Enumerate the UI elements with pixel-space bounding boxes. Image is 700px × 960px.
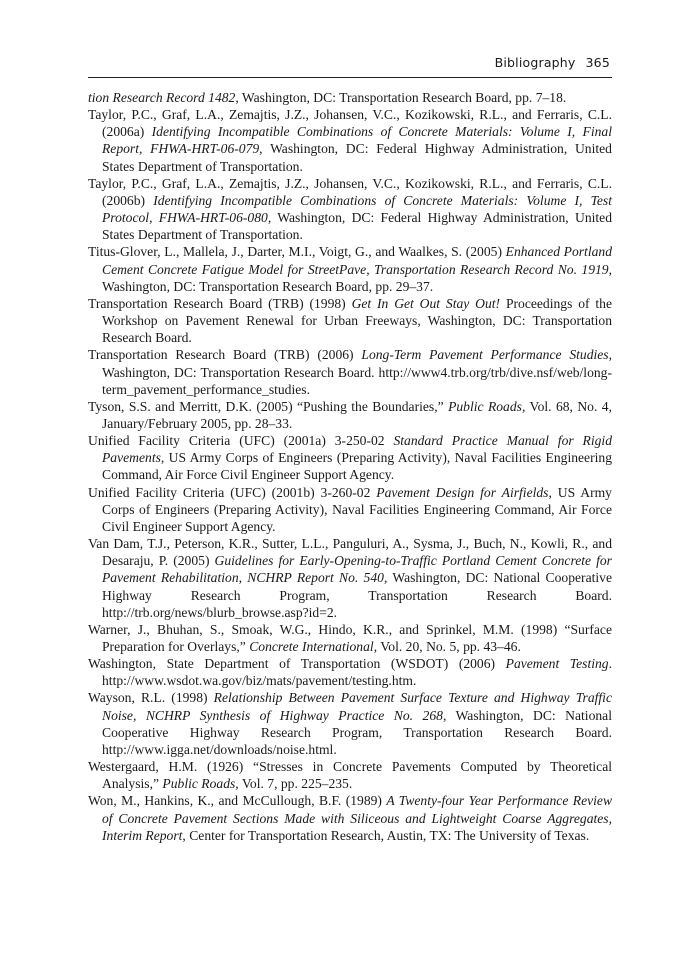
entry-text: Unified Facility Criteria (UFC) (2001a) 3-250-02	[88, 433, 394, 449]
bibliography-entry	[88, 758, 612, 792]
entry-text: Wayson, R.L. (1998)	[88, 690, 214, 706]
bibliography-entry	[88, 484, 612, 535]
entry-title-italic: Identifying Incompatible Combinations of Concrete Materials: Volume I, Test Protocol, FHWA-HRT-06-080	[102, 192, 613, 226]
bibliography-entry	[88, 243, 612, 294]
bibliography-entry	[88, 175, 612, 244]
running-head	[495, 55, 610, 70]
entry-text: , Washington, DC: Federal Highway Administration, United States Department of Transportation.	[102, 210, 612, 243]
entry-text: , Vol. 7, pp. 225–235.	[235, 776, 353, 792]
entry-text: , US Army Corps of Engineers (Preparing Activity), Naval Facilities Engineering Command, Air Force Civil Engineer Support Agency.	[102, 484, 612, 534]
entry-text: Tyson, S.S. and Merritt, D.K. (2005) “Pushing the Boundaries,”	[88, 398, 449, 414]
entry-text: Won, M., Hankins, K., and McCullough, B.F. (1989)	[88, 793, 387, 809]
entry-title-italic: Get In Get Out Stay Out!	[351, 295, 501, 311]
bibliography-entry	[88, 398, 612, 432]
entry-text: Transportation Research Board (TRB) (2006)	[88, 347, 362, 363]
entry-text: ,	[366, 261, 375, 277]
entry-title-italic: Guidelines for Early-Opening-to-Traffic Portland Cement Concrete for Pavement Rehabilitation, NCHRP Report No. 540	[102, 553, 612, 586]
entry-text: , Washington, DC: National Cooperative Highway Research Program, Transportation Research Board. http://trb.org/news/blurb_browse.asp?id=2.	[102, 570, 612, 620]
entry-text: , Washington, DC: Federal Highway Administration, United States Department of Transportation.	[102, 141, 612, 174]
page-number: 365	[585, 55, 610, 70]
entry-title-italic: Concrete International	[249, 639, 374, 654]
entry-text: Washington, State Department of Transportation (WSDOT) (2006)	[88, 656, 506, 672]
bibliography-entry	[88, 106, 612, 175]
entry-text: , Washington, DC: Transportation Research Board. http://www4.trb.org/trb/dive.nsf/web/long-term_pavement_performance_studies.	[102, 347, 612, 397]
entry-title-italic: Long-Term Pavement Performance Studies	[361, 347, 609, 363]
entry-title-italic: Relationship Between Pavement Surface Texture and Highway Traffic Noise, NCHRP Synthesis of Highway Practice No. 268	[102, 690, 612, 723]
entry-text: Van Dam, T.J., Peterson, K.R., Sutter, L.L., Panguluri, A., Sysma, J., Buch, N., Kowli, R., and Desaraju, P. (2005)	[88, 536, 612, 569]
entry-text: , Vol. 68, No. 4, January/February 2005, pp. 28–33.	[102, 398, 612, 431]
bibliography-entry	[88, 295, 612, 346]
header-rule	[88, 77, 612, 78]
entry-text: Transportation Research Board (TRB) (1998)	[88, 295, 352, 311]
bibliography-entry	[88, 535, 612, 621]
entry-title-italic: Pavement Testing	[505, 656, 609, 672]
entry-title-italic: tion Research Record 1482	[88, 90, 236, 105]
entry-text: , Vol. 20, No. 5, pp. 43–46.	[373, 639, 521, 654]
entry-text: Titus-Glover, L., Mallela, J., Darter, M.I., Voigt, G., and Waalkes, S. (2005)	[88, 244, 506, 260]
running-head-title: Bibliography	[494, 55, 576, 70]
bibliography-entry	[88, 792, 612, 843]
entry-title-italic: Standard Practice Manual for Rigid Pavements	[102, 433, 612, 466]
entry-title-italic: Pavement Design for Airfields	[376, 484, 549, 500]
bibliography-entry	[88, 689, 612, 758]
entry-text: , Washington, DC: Transportation Research Board, pp. 29–37.	[102, 261, 612, 294]
entry-text: Warner, J., Bhuhan, S., Smoak, W.G., Hindo, K.R., and Sprinkel, M.M. (1998) “Surface Preparation for Overlays,”	[88, 621, 612, 654]
entry-text: Proceedings of the Workshop on Pavement Renewal for Urban Freeways, Washington, DC: Transportation Research Board.	[102, 295, 613, 346]
entry-text: , US Army Corps of Engineers (Preparing Activity), Naval Facilities Engineering Command, Air Force Civil Engineer Support Agency.	[102, 450, 612, 483]
bibliography-entry	[88, 432, 612, 483]
entry-text: , Center for Transportation Research, Austin, TX: The University of Texas.	[182, 827, 590, 843]
entry-text: Westergaard, H.M. (1926) “Stresses in Concrete Pavements Computed by Theoretical Analysis,”	[88, 759, 612, 792]
bibliography-entry	[88, 655, 612, 689]
entry-title-italic: Identifying Incompatible Combinations of Concrete Materials: Volume I, Final Report, FHWA-HRT-06-079	[102, 124, 612, 157]
entry-title-italic: Enhanced Portland Cement Concrete Fatigue Model for StreetPave	[102, 244, 612, 277]
entry-text: . http://www.wsdot.wa.gov/biz/mats/pavement/testing.htm.	[102, 656, 612, 689]
bibliography-list	[88, 89, 612, 844]
entry-title-italic: Public Roads	[448, 398, 522, 414]
entry-text: Unified Facility Criteria (UFC) (2001b) 3-260-02	[88, 484, 377, 500]
entry-title-italic: A Twenty-four Year Performance Review of Concrete Pavement Sections Made with Siliceous and Lightweight Coarse Aggregates, Interim Report	[102, 793, 613, 843]
entry-text: Taylor, P.C., Graf, L.A., Zemajtis, J.Z., Johansen, V.C., Kozikowski, R.L., and Ferraris, C.L. (2006b)	[88, 175, 612, 208]
entry-title-italic: Public Roads	[162, 776, 236, 792]
bibliography-entry	[88, 89, 612, 106]
entry-title-italic: Transportation Research Record No. 1919	[374, 261, 609, 277]
bibliography-entry	[88, 346, 612, 397]
entry-text: , Washington, DC: National Cooperative Highway Research Program, Transportation Research Board. http://www.igga.net/downloads/noise.html.	[102, 707, 612, 757]
entry-text: Taylor, P.C., Graf, L.A., Zemajtis, J.Z., Johansen, V.C., Kozikowski, R.L., and Ferraris, C.L. (2006a)	[88, 107, 612, 140]
entry-text: , Washington, DC: Transportation Research Board, pp. 7–18.	[235, 90, 567, 105]
bibliography-entry	[88, 621, 612, 655]
